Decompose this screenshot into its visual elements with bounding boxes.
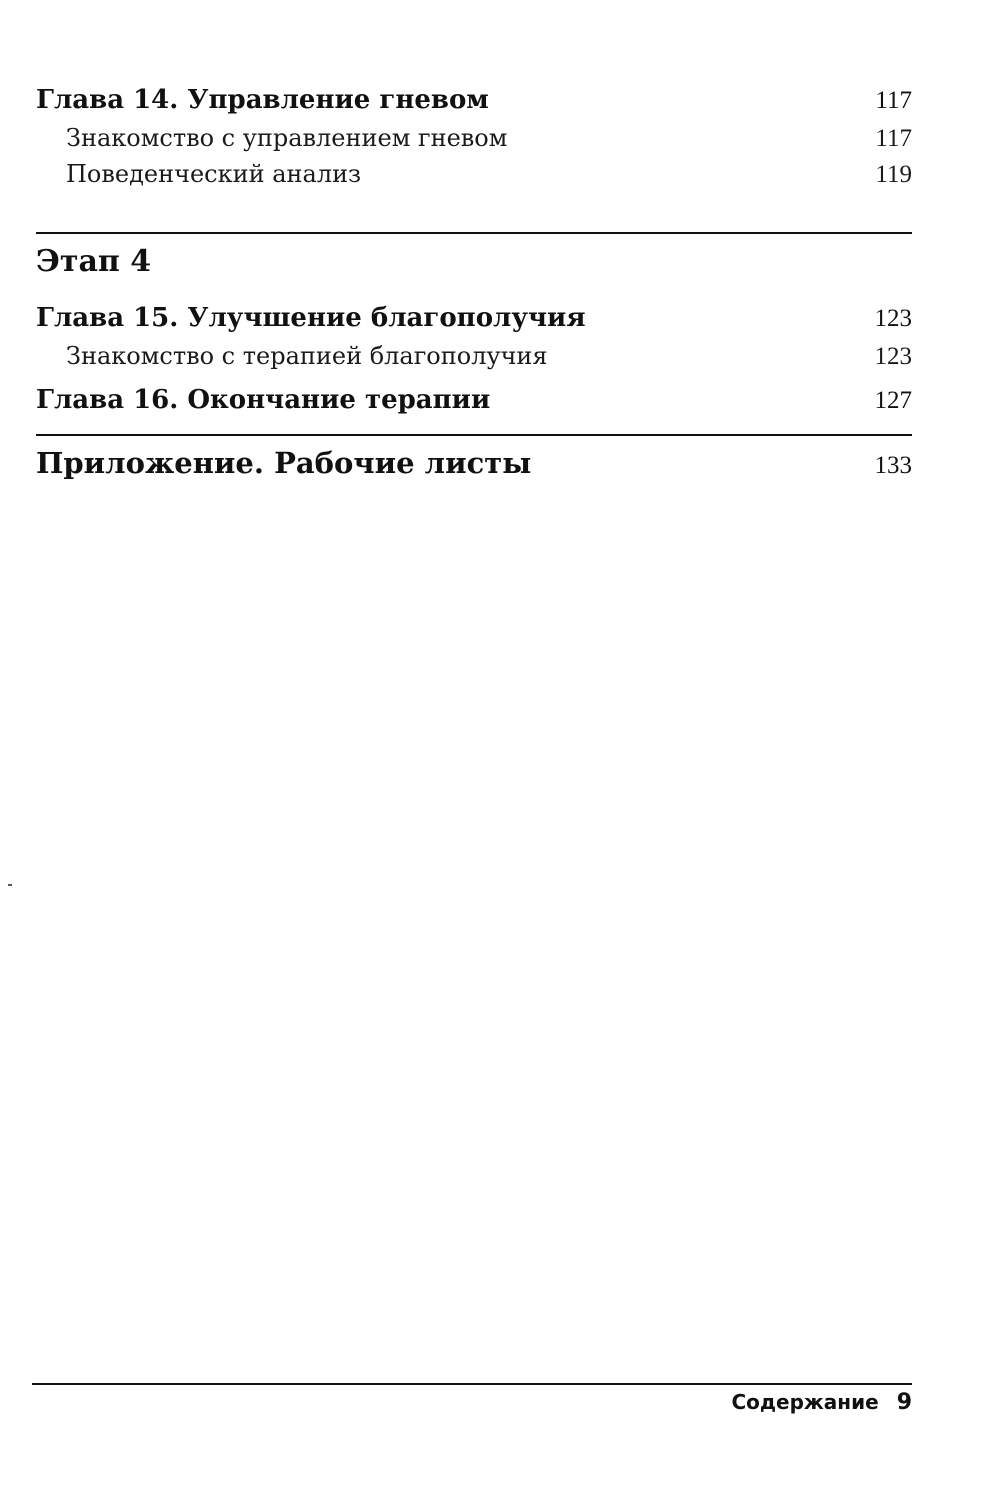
toc-subsection[interactable]: [36, 120, 912, 156]
stage-heading: [36, 234, 912, 290]
toc-chapter-16[interactable]: [36, 380, 912, 420]
chapter-title: Глава 16. Окончание терапии: [36, 385, 491, 415]
chapter-title: Глава 14. Управление гневом: [36, 85, 489, 115]
subsection-title: Знакомство с управлением гневом: [66, 124, 508, 152]
page-footer: [731, 1390, 912, 1415]
scan-speck: [8, 884, 12, 886]
subsection-page: 119: [875, 161, 912, 188]
chapter-page: 123: [874, 305, 912, 332]
stage-title: Этап 4: [36, 244, 152, 279]
subsection-title: Знакомство с терапией благополучия: [66, 342, 548, 370]
chapter-page: 117: [875, 87, 912, 114]
table-of-contents: [36, 78, 912, 488]
toc-chapter-14[interactable]: [36, 80, 912, 120]
running-footer-section: Содержание: [731, 1390, 879, 1414]
chapter-page: 127: [874, 387, 912, 414]
toc-subsection[interactable]: [36, 338, 912, 374]
toc-appendix[interactable]: [36, 438, 912, 488]
subsection-page: 123: [874, 343, 912, 370]
chapter-title: Глава 15. Улучшение благополучия: [36, 303, 586, 333]
subsection-page: 117: [875, 125, 912, 152]
toc-subsection[interactable]: [36, 156, 912, 192]
footer-divider: [32, 1383, 912, 1385]
toc-chapter-15[interactable]: [36, 298, 912, 338]
subsection-title: Поведенческий анализ: [66, 160, 362, 188]
appendix-page: 133: [874, 452, 912, 479]
section-divider: [36, 434, 912, 436]
page-number: 9: [896, 1390, 912, 1415]
appendix-title: Приложение. Рабочие листы: [36, 446, 532, 480]
